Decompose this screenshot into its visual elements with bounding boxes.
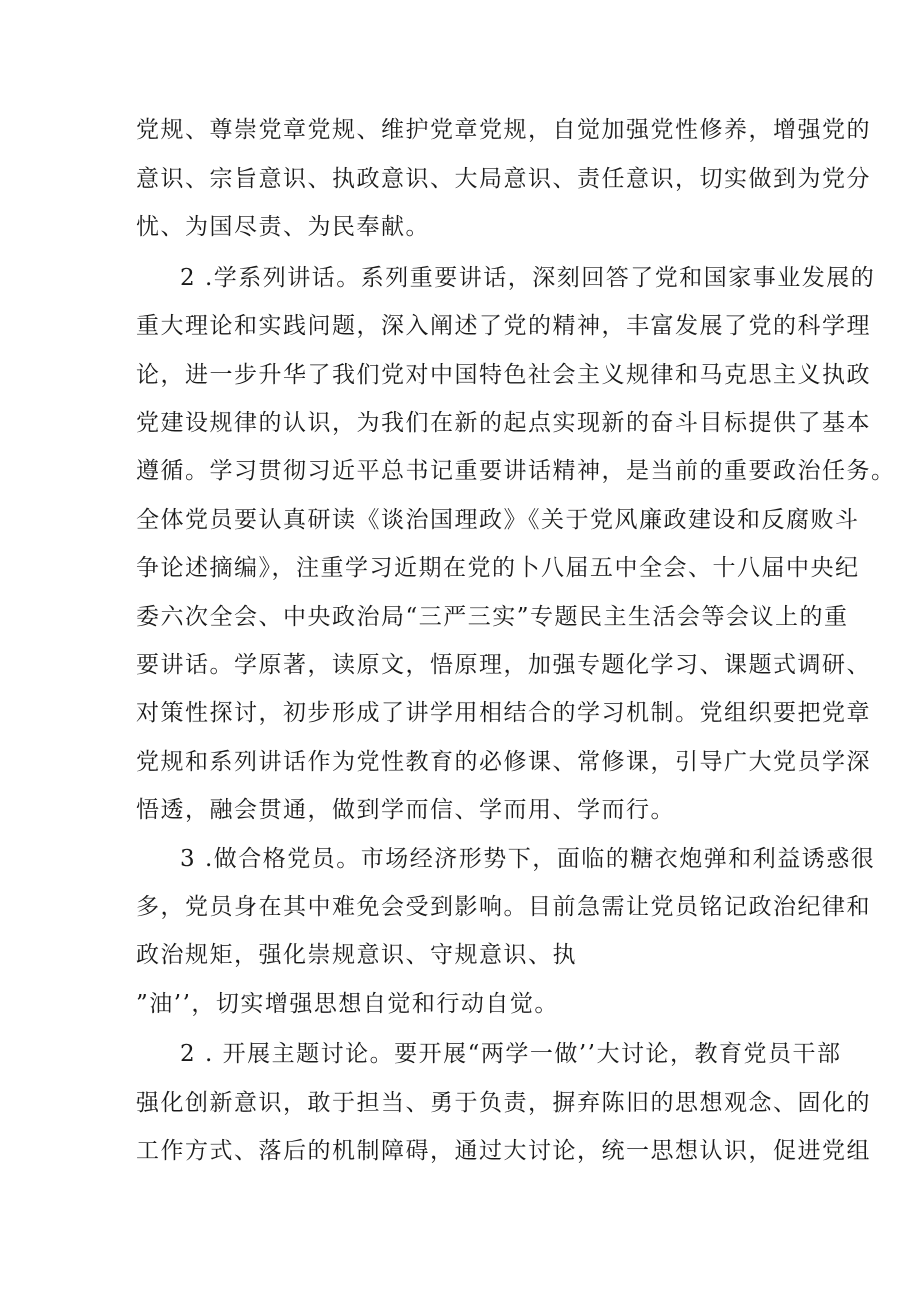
text-line: 强化创新意识，敢于担当、勇于负责，摒弃陈旧的思想观念、固化的 [136,1090,871,1116]
text-line: 政治规矩，强化崇规意识、守规意识、执 [136,942,577,968]
text-line: 委六次全会、中央政治局“三严三实”专题民主生活会等会议上的重 [136,604,849,630]
text-line: 党规、尊崇党章党规、维护党章党规，自觉加强党性修养，增强党的 [136,117,871,143]
text-line: 多，党员身在其中难免会受到影响。目前急需让党员铭记政治纪律和 [136,894,871,920]
text-line: 对策性探讨，初步形成了讲学用相结合的学习机制。党组织要把党章 [136,700,871,726]
text-line: 党建设规律的认识，为我们在新的起点实现新的奋斗目标提供了基本 [136,410,871,436]
text-line: ”油’’，切实增强思想自觉和行动自觉。 [136,991,559,1017]
text-line: 全体党员要认真研读《谈治国理政》《关于党风廉政建设和反腐败斗 [136,507,860,533]
paragraph-heading-3: 3 .做合格党员。市场经济形势下，面临的糖衣炮弹和利益诱惑很 [180,846,876,872]
paragraph-heading-2: 2 .学系列讲话。系列重要讲话，深刻回答了党和国家事业发展的 [180,265,876,291]
text-line: 争论述摘编》，注重学习近期在党的卜八届五中全会、十八届中央纪 [136,555,860,581]
text-line: 重大理论和实践问题，深入阐述了党的精神，丰富发展了党的科学理 [136,313,871,339]
text-line: 党规和系列讲话作为党性教育的必修课、常修课，引导广大党员学深 [136,749,871,775]
text-line: 要讲话。学原著，读原文，悟原理，加强专题化学习、课题式调研、 [136,652,871,678]
text-line: 意识、宗旨意识、执政意识、大局意识、责任意识，切实做到为党分 [136,166,871,192]
paragraph-heading-2b: 2 . 开展主题讨论。要开展“两学一做’’大讨论，教育党员干部 [180,1041,842,1067]
text-line: 悟透，融会贯通，做到学而信、学而用、学而行。 [136,797,675,823]
text-line: 遵循。学习贯彻习近平总书记重要讲话精神，是当前的重要政治任务。 [136,458,896,484]
text-line: 忧、为国尽责、为民奉献。 [136,214,430,240]
text-line: 论，进一步升华了我们党对中国特色社会主义规律和马克思主义执政 [136,362,871,388]
text-line: 工作方式、落后的机制障碍，通过大讨论，统一思想认识，促进党组 [136,1138,871,1164]
